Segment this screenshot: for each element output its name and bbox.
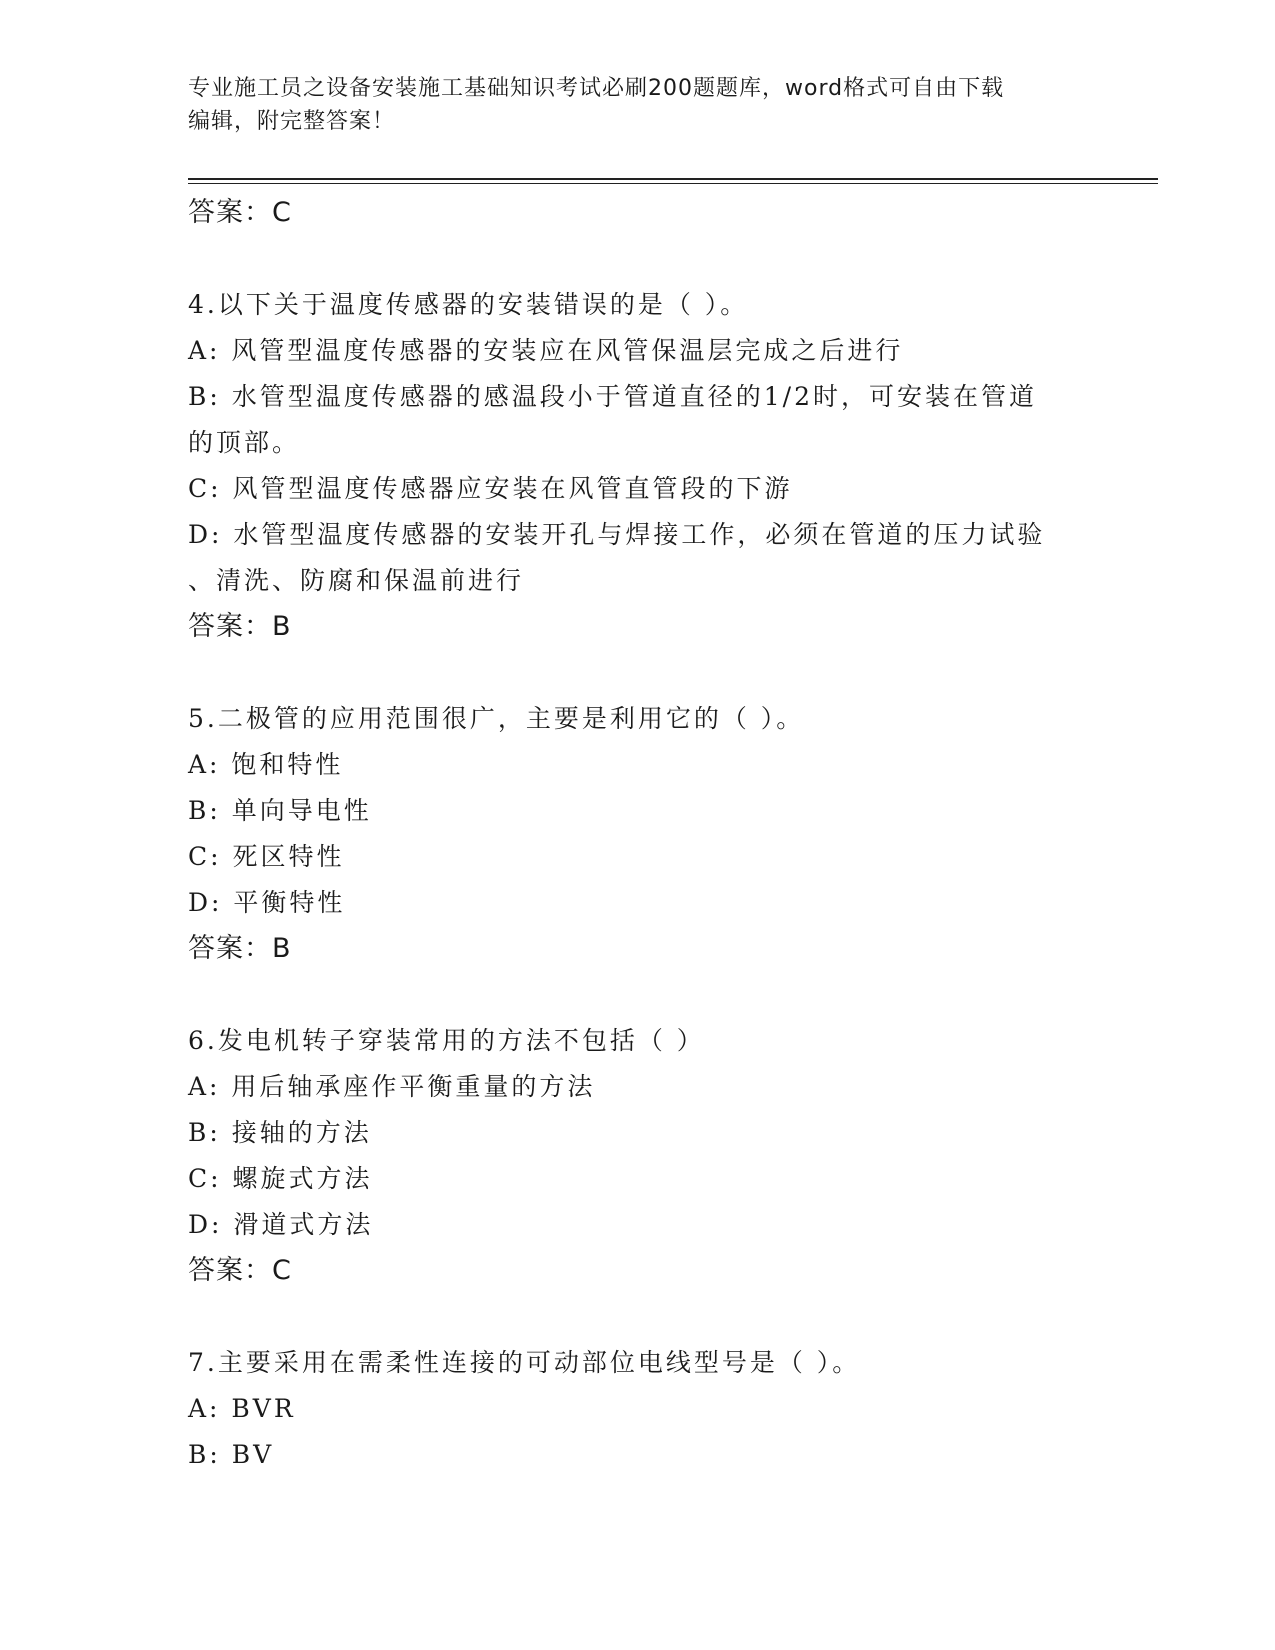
answer-line: 答案：B [188,933,292,964]
header-line-1: 专业施工员之设备安装施工基础知识考试必刷200题题库，word格式可自由下载 [188,76,1005,101]
option-b: B: BV [188,1440,275,1469]
option-b: B: 单向导电性 [188,796,372,825]
question-block [188,696,1088,972]
question-block [188,1018,1088,1294]
option-d: D: 平衡特性 [188,888,346,917]
option-c: C: 死区特性 [188,842,345,871]
answer-line: 答案：C [188,197,292,228]
question-block [188,282,1088,650]
option-a: A: BVR [188,1394,296,1423]
option-b: B: 水管型温度传感器的感温段小于管道直径的1/2时，可安装在管道 [188,382,1037,411]
answer-line: 答案：B [188,611,292,642]
option-d-continued: 、清洗、防腐和保温前进行 [188,566,525,595]
question-list [188,190,1088,1478]
option-d: D: 水管型温度传感器的安装开孔与焊接工作，必须在管道的压力试验 [188,520,1046,549]
question-stem: 6.发电机转子穿装常用的方法不包括（ ） [188,1026,705,1055]
option-a: A: 用后轴承座作平衡重量的方法 [188,1072,596,1101]
spacer [188,1294,1088,1340]
option-b: B: 接轴的方法 [188,1118,372,1147]
option-c: C: 螺旋式方法 [188,1164,373,1193]
header-divider-thin [188,183,1158,184]
option-c: C: 风管型温度传感器应安装在风管直管段的下游 [188,474,793,503]
option-a: A: 饱和特性 [188,750,344,779]
question-block [188,1340,1088,1478]
question-stem: 7.主要采用在需柔性连接的可动部位电线型号是（ ）。 [188,1348,861,1377]
spacer [188,972,1088,1018]
answer-line: 答案：C [188,1255,292,1286]
spacer [188,650,1088,696]
document-header [188,72,1068,138]
question-stem: 4.以下关于温度传感器的安装错误的是（ ）。 [188,290,749,319]
header-line-2: 编辑，附完整答案！ [188,109,396,134]
option-a: A: 风管型温度传感器的安装应在风管保温层完成之后进行 [188,336,904,365]
option-d: D: 滑道式方法 [188,1210,374,1239]
spacer [188,236,1088,282]
option-b-continued: 的顶部。 [188,428,301,457]
header-divider-thick [188,178,1158,180]
question-stem: 5.二极管的应用范围很广，主要是利用它的（ ）。 [188,704,805,733]
